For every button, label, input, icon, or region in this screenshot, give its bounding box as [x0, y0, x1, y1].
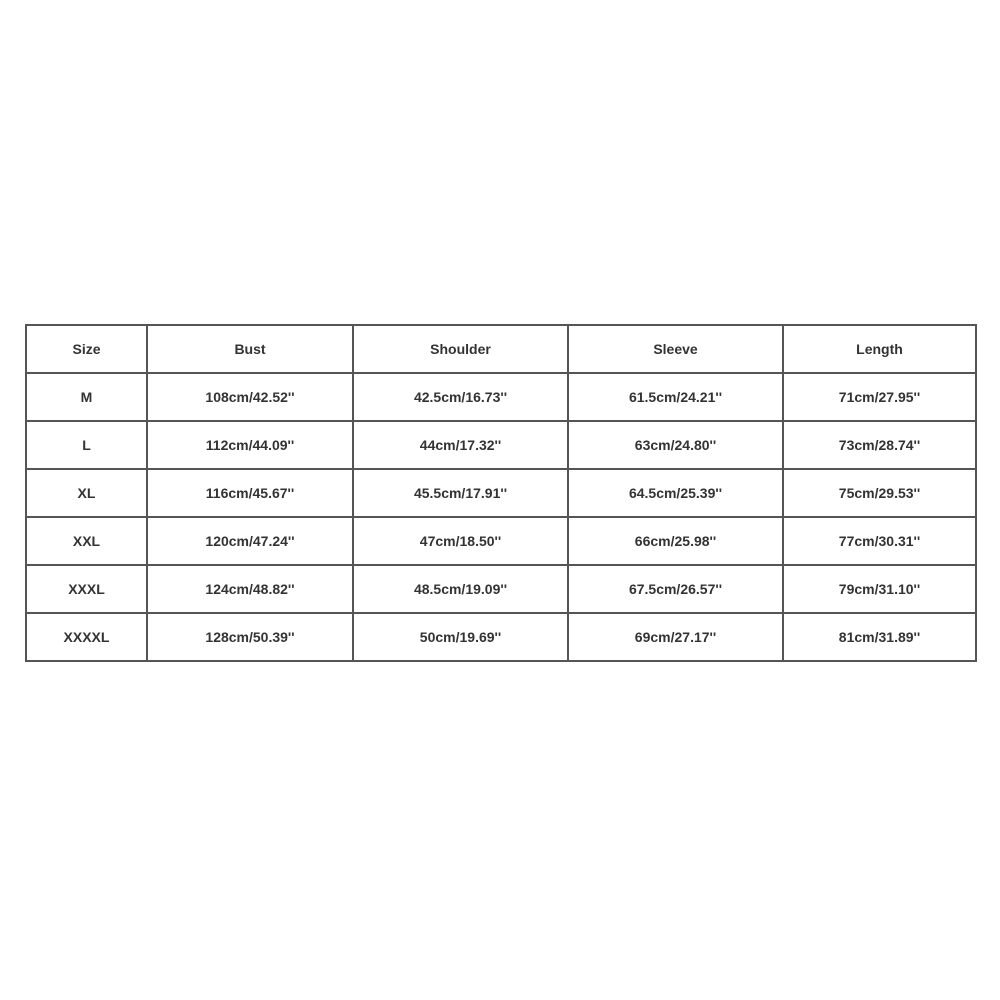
header-sleeve: Sleeve [568, 325, 783, 373]
cell-length: 75cm/29.53'' [783, 469, 976, 517]
cell-length: 81cm/31.89'' [783, 613, 976, 661]
table-row [26, 517, 976, 565]
cell-size: XXL [26, 517, 147, 565]
table-row [26, 469, 976, 517]
cell-size: XXXXL [26, 613, 147, 661]
cell-length: 73cm/28.74'' [783, 421, 976, 469]
cell-bust: 128cm/50.39'' [147, 613, 353, 661]
cell-bust: 108cm/42.52'' [147, 373, 353, 421]
cell-shoulder: 45.5cm/17.91'' [353, 469, 568, 517]
cell-size: L [26, 421, 147, 469]
cell-shoulder: 47cm/18.50'' [353, 517, 568, 565]
cell-shoulder: 48.5cm/19.09'' [353, 565, 568, 613]
table-row [26, 613, 976, 661]
cell-size: M [26, 373, 147, 421]
cell-sleeve: 66cm/25.98'' [568, 517, 783, 565]
header-shoulder: Shoulder [353, 325, 568, 373]
header-size: Size [26, 325, 147, 373]
cell-bust: 120cm/47.24'' [147, 517, 353, 565]
cell-length: 79cm/31.10'' [783, 565, 976, 613]
cell-sleeve: 61.5cm/24.21'' [568, 373, 783, 421]
cell-size: XXXL [26, 565, 147, 613]
cell-bust: 124cm/48.82'' [147, 565, 353, 613]
cell-length: 77cm/30.31'' [783, 517, 976, 565]
table-row [26, 565, 976, 613]
table-row [26, 421, 976, 469]
table-header-row [26, 325, 976, 373]
cell-length: 71cm/27.95'' [783, 373, 976, 421]
header-length: Length [783, 325, 976, 373]
cell-sleeve: 63cm/24.80'' [568, 421, 783, 469]
cell-size: XL [26, 469, 147, 517]
cell-sleeve: 69cm/27.17'' [568, 613, 783, 661]
cell-shoulder: 44cm/17.32'' [353, 421, 568, 469]
cell-bust: 116cm/45.67'' [147, 469, 353, 517]
size-chart-table [25, 324, 977, 662]
table-row [26, 373, 976, 421]
cell-sleeve: 67.5cm/26.57'' [568, 565, 783, 613]
cell-shoulder: 50cm/19.69'' [353, 613, 568, 661]
cell-bust: 112cm/44.09'' [147, 421, 353, 469]
header-bust: Bust [147, 325, 353, 373]
cell-sleeve: 64.5cm/25.39'' [568, 469, 783, 517]
cell-shoulder: 42.5cm/16.73'' [353, 373, 568, 421]
